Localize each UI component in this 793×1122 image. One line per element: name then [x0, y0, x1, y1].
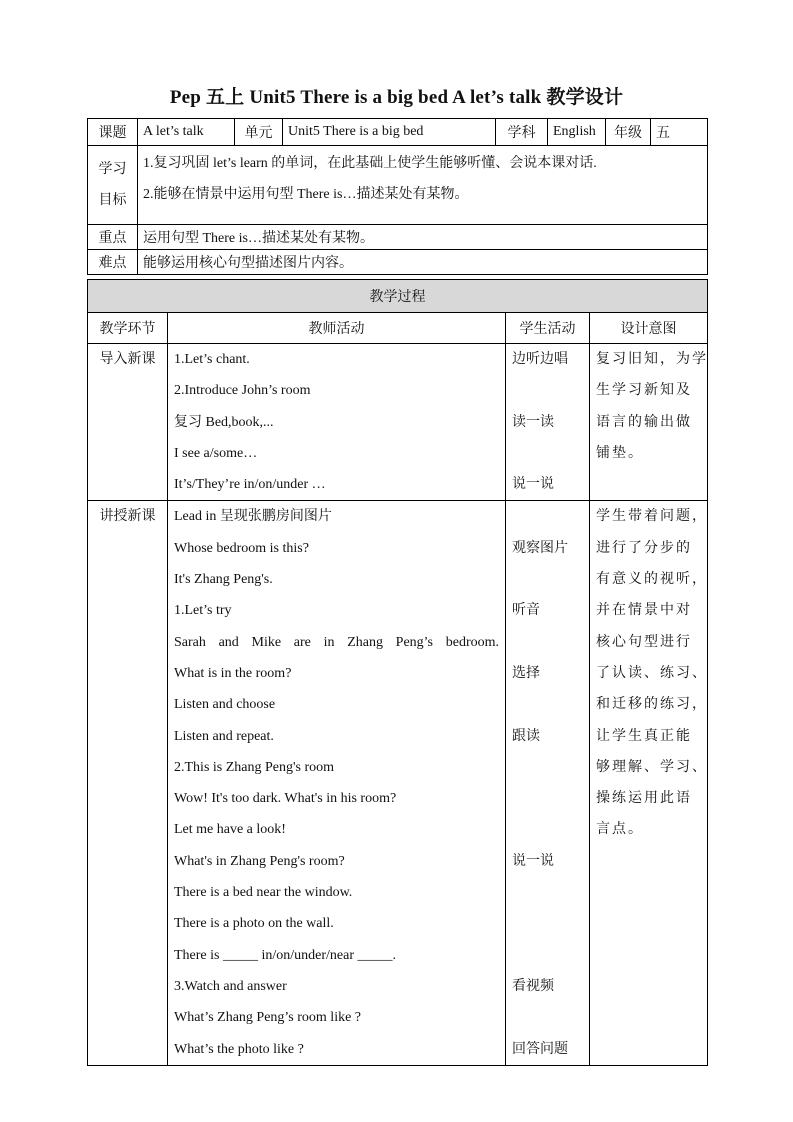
student-line: 回答问题 [512, 1041, 568, 1057]
student-line [512, 564, 589, 595]
topic-value: A let’s talk [138, 119, 235, 146]
teacher-line: What’s the photo like ? [174, 1041, 304, 1057]
objective-item: 1.复习巩固 let’s learn 的单词，在此基础上使学生能够听懂、会说本课对话. [143, 156, 597, 171]
student-line: 读一读 [512, 414, 554, 430]
student-line [512, 627, 589, 658]
subject-value: English [548, 119, 606, 146]
column-header-student: 学生活动 [506, 313, 590, 344]
student-line [512, 689, 589, 720]
teacher-line: There is a photo on the wall. [174, 916, 334, 932]
teacher-line: What's in Zhang Peng's room? [174, 853, 345, 869]
student-line: 跟读 [512, 728, 540, 744]
student-line [512, 1002, 589, 1033]
stage-name: 导入新课 [99, 352, 156, 367]
process-row-new-lesson [88, 501, 708, 1065]
key-point-label: 重点 [88, 225, 138, 250]
purpose-line: 有意义的视听， [596, 572, 708, 588]
teacher-line: 1.Let’s try [174, 603, 232, 619]
purpose-line: 进行了分步的 [596, 540, 692, 556]
purpose-line: 学生带着问题， [596, 509, 708, 525]
teacher-line: 2.This is Zhang Peng's room [174, 759, 335, 775]
grade-label: 年级 [606, 119, 651, 146]
purpose-line: 并在情景中对 [596, 603, 692, 619]
student-line [512, 752, 589, 783]
student-line: 边听边唱 [512, 352, 568, 367]
teacher-line: There is _____ in/on/under/near _____. [174, 947, 397, 963]
lesson-info-table [87, 118, 708, 275]
teacher-line: What is in the room? [174, 665, 292, 681]
student-line: 说一说 [512, 477, 554, 493]
purpose-line: 操练运用此语 [596, 791, 692, 807]
objectives-cell [138, 146, 708, 225]
teacher-line: Listen and repeat. [174, 728, 274, 744]
teacher-line: There is a bed near the window. [174, 885, 353, 901]
student-line [512, 814, 589, 845]
teacher-line: Sarah and Mike are in Zhang Peng’s bedroom. [174, 634, 499, 650]
student-line: 听音 [512, 603, 540, 619]
teacher-line: I see a/some… [174, 445, 258, 461]
teacher-line: It's Zhang Peng's. [174, 572, 273, 588]
grade-value: 五 [651, 119, 708, 146]
teacher-activity-cell [168, 501, 506, 1065]
teacher-line: 1.Let’s chant. [174, 352, 250, 367]
purpose-line: 够理解、学习、 [596, 759, 708, 775]
student-activity-cell [506, 344, 590, 501]
student-line [512, 877, 589, 908]
student-line: 说一说 [512, 853, 554, 869]
stage-cell [88, 501, 168, 1065]
objectives-label-line-1: 学习 [98, 162, 127, 177]
column-header-teacher: 教师活动 [168, 313, 506, 344]
teacher-line: 3.Watch and answer [174, 978, 287, 994]
teacher-line: Listen and choose [174, 697, 276, 713]
unit-label: 单元 [235, 119, 283, 146]
key-point-value: 运用句型 There is…描述某处有某物。 [138, 225, 708, 250]
purpose-line: 言点。 [596, 822, 644, 838]
stage-cell [88, 344, 168, 501]
unit-value: Unit5 There is a big bed [283, 119, 496, 146]
design-purpose-cell [590, 501, 708, 1065]
student-line [512, 438, 589, 469]
teacher-line: Let me have a look! [174, 822, 286, 838]
teaching-process-table [87, 279, 708, 1066]
student-line: 选择 [512, 665, 540, 681]
teacher-activity-cell [168, 344, 506, 501]
objectives-label-line-2: 目标 [98, 193, 127, 208]
teacher-line: Whose bedroom is this? [174, 540, 309, 556]
objective-item: 2.能够在情景中运用句型 There is…描述某处有某物。 [143, 187, 469, 202]
purpose-line: 生学习新知及 [596, 383, 692, 399]
topic-label: 课题 [88, 119, 138, 146]
teacher-line: What’s Zhang Peng’s room like ? [174, 1010, 362, 1026]
purpose-line: 让学生真正能 [596, 728, 692, 744]
subject-label: 学科 [496, 119, 548, 146]
purpose-line: 和迁移的练习， [596, 697, 708, 713]
student-line: 看视频 [512, 978, 554, 994]
teacher-line: 2.Introduce John’s room [174, 383, 311, 399]
teacher-line: It’s/They’re in/on/under … [174, 477, 326, 493]
purpose-line: 复习旧知，为学 [596, 352, 708, 367]
student-line [512, 375, 589, 406]
teacher-line: Wow! It's too dark. What's in his room? [174, 791, 397, 807]
student-line [512, 908, 589, 939]
column-header-purpose: 设计意图 [590, 313, 708, 344]
student-line: 观察图片 [512, 540, 568, 556]
design-purpose-cell [590, 344, 708, 501]
process-row-intro [88, 344, 708, 501]
objectives-label [88, 146, 138, 225]
student-activity-cell [506, 501, 590, 1065]
column-header-stage: 教学环节 [88, 313, 168, 344]
teacher-line: Lead in 呈现张鹏房间图片 [174, 509, 332, 525]
purpose-line: 语言的输出做 [596, 414, 692, 430]
difficulty-label: 难点 [88, 250, 138, 275]
document-title: Pep 五上 Unit5 There is a big bed A let’s talk 教学设计 [169, 87, 624, 108]
purpose-line: 铺垫。 [596, 445, 644, 461]
process-header: 教学过程 [88, 280, 708, 313]
purpose-line: 了认读、练习、 [596, 665, 708, 681]
student-line [512, 501, 589, 532]
student-line [512, 940, 589, 971]
purpose-line: 核心句型进行 [596, 634, 692, 650]
teacher-line: 复习 Bed,book,... [174, 414, 274, 430]
difficulty-value: 能够运用核心句型描述图片内容。 [138, 250, 708, 275]
student-line [512, 783, 589, 814]
stage-name: 讲授新课 [99, 509, 156, 525]
